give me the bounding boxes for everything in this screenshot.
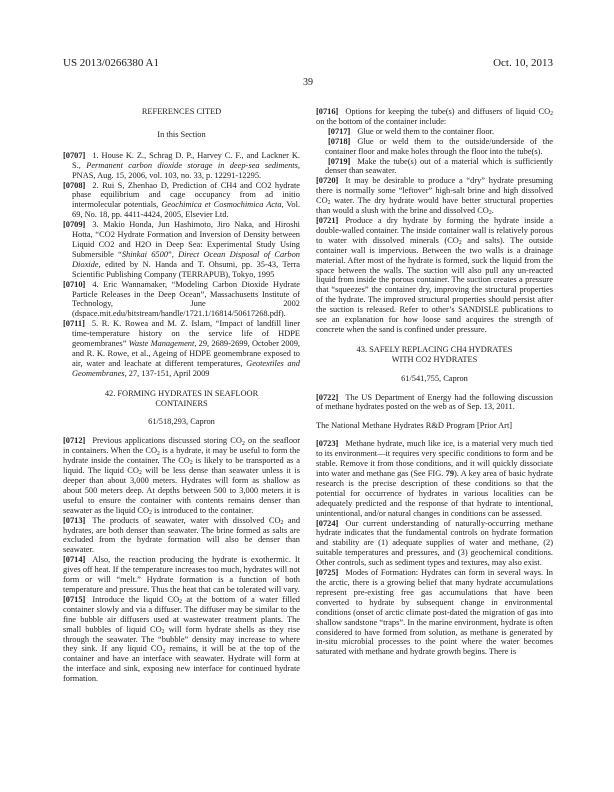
paragraph-number: [0711]: [63, 319, 85, 329]
heading-line: 42. FORMING HYDRATES IN SEAFLOOR: [104, 388, 259, 398]
paragraph-number: [0708]: [63, 180, 86, 190]
publication-date: Oct. 10, 2013: [493, 57, 553, 69]
program-title-line: The National Methane Hydrates R&D Program [Prior Art]: [316, 421, 513, 431]
heading-line: WITH CO2 HYDRATES: [391, 354, 478, 364]
section-heading: [63, 389, 300, 409]
paragraph-number: [0721]: [316, 215, 339, 225]
page-number: 39: [303, 77, 313, 88]
heading-line: CONTAINERS: [155, 398, 208, 408]
paragraph-number: [0710]: [63, 279, 86, 289]
body-paragraph: [0714] Also, the reaction producing the hydrate is exothermic. It gives off heat. If the temperature increases too much, hydrates will not form or will “melt.” Hydrate formation is a function of both temperature and pressure. Thus the heat that can be tolerated will vary.: [63, 555, 300, 594]
paragraph-number: [0724]: [316, 518, 339, 528]
body-paragraph: [0725] Modes of Formation: Hydrates can form in several ways. In the arctic, there is a growing belief that many hydrate accumulations represent pre-existing free gas accumulations that have been converted to hydrate by subsequent change in environmental conditions (onset of arctic climate post-dated the migration of gas into shallow sandstone “traps”. In the marine environment, hydrate is often considered to have formed from solution, as methane is generated by in-situ microbial processes to the point where the water becomes saturated with methane and hydrate growth begins. There is: [316, 568, 553, 657]
reference-item: [0708] 2. Rui S, Zhenhao D, Prediction of CH4 and CO2 hydrate phase equilibrium and cage occupancy from ad initio intermolecular potentials, Geochimica et Cosmochimica Acta, Vol. 69, No. 18, pp. 4411-4424, 2005, Elsevier Ltd.: [63, 180, 300, 220]
heading-line: 43. SAFELY REPLACING CH4 HYDRATES: [356, 344, 513, 354]
paragraph-number: [0714]: [63, 555, 86, 565]
reference-item: [0707] 1. House K. Z., Schrag D. P., Harvey C. F., and Lackner K. S., Permanent carbon dioxide storage in deep-sea sediments, PNAS, Aug. 15, 2006, vol. 103, no. 33, p. 12291-12295.: [63, 150, 300, 180]
right-column: [316, 107, 553, 684]
reference-item: [0709] 3. Makio Honda, Jun Hashimoto, Jiro Naka, and Hiroshi Hotta, “CO2 Hydrate Formation and Inversion of Density between Liquid CO2 and H2O in Deep Sea: Experimental Study Using Submersible “Shinkai 6500”, Direct Ocean Disposal of Carbon Dioxide, edited by N. Handa and T. Ohsumi, pp. 35-43, Terra Scientific Publishing Company (TERRAPUB), Tokyo, 1995: [63, 220, 300, 279]
paragraph-number: [0716]: [316, 107, 339, 116]
paragraph-number: [0712]: [63, 436, 86, 446]
docket-number-line: 61/518,293, Capron: [148, 417, 215, 427]
paragraph-number: [0713]: [63, 515, 86, 525]
paragraph-number: [0719]: [328, 156, 351, 166]
body-paragraph: [0724] Our current understanding of naturally-occurring methane hydrate indicates that the fundamental controls on hydrate formation and stability are (1) adequate supplies of water and methane, (2) suitable temperatures and pressures, and (3) geochemical conditions. Other controls, such as sediment types and textures, may also exist.: [316, 518, 553, 568]
sub-paragraph: [0717] Glue or weld them to the container floor.: [328, 126, 495, 136]
paragraph-number: [0720]: [316, 176, 339, 186]
section-heading: [316, 345, 553, 365]
references-cited-heading: REFERENCES CITED: [141, 107, 222, 116]
body-paragraph: [0715] Introduce the liquid $CO_2$ at the bottom of a water filled container slowly and via a diffuser. The diffuser may be similar to the fine bubble air diffusers used at wastewater treatment plants. The small bubbles of liquid $CO_2$ will form hydrate shells as they rise through the seawater. The “bubble” density may increase to where they sink. If any liquid $CO_2$ remains, it will be at the top of the container and have an interface with seawater. Hydrate will form at the interface and sink, exposing new interface for continued hydrate formation.: [63, 594, 300, 684]
paragraph-number: [0723]: [316, 439, 339, 449]
body-paragraph: [0723] Methane hydrate, much like ice, is a material very much tied to its environment—it requires very specific conditions to form and be stable. Remove it from those conditions, and it will quickly dissociate into water and methane gas (See FIG. 79). A key area of basic hydrate research is the precise description of these conditions so that the potential for occurrence of hydrates in various localities can be adequately predicted and the response of that hydrate to intentional, unintentional, and/or natural changes in conditions can be assessed.: [316, 439, 553, 518]
body-paragraph: [0722] The US Department of Energy had the following discussion of methane hydrates posted on the web as of Sep. 13, 2011.: [316, 392, 553, 412]
paragraph-number: [0707]: [63, 150, 86, 160]
paragraph-number: [0725]: [316, 568, 339, 578]
page-header: [63, 57, 553, 70]
sub-paragraph: [0718] Glue or weld them to the outside/underside of the container floor and make holes through the floor into the tube(s).: [325, 136, 553, 156]
body-paragraph: [0721] Produce a dry hydrate by forming the hydrate inside a double-walled container. The inside container wall is relatively porous to water with dissolved minerals ($CO_2$ and salts). The outside container wall is impervious. Between the two walls is a drainage material. After most of the hydrate is formed, suck the liquid from the space between the walls. The suction will also pull any un-reacted liquid from inside the porous container. The suction creates a pressure that “squeezes” the container dry, improving the structural properties of the hydrate. The improved structural properties should persist after the suction is released. Refer to other’s SANDISLE publications to see an explanation for how loose sand acquires the strength of concrete when the sand is confined under pressure.: [316, 215, 553, 334]
reference-item: [0710] 4. Eric Wannamaker, “Modeling Carbon Dioxide Hydrate Particle Releases in the Deep Ocean”, Massachusetts Institute of Technology, June 2002 (dspace.mit.edu/bitstream/handle/1721.1/16814/50617268.pdf).: [63, 279, 300, 319]
body-paragraph: [0713] The products of seawater, water with dissolved $CO_2$ and hydrates, are both denser than seawater. The brine formed as salts are excluded from the hydrate formation will also be denser than seawater.: [63, 515, 301, 555]
paragraph-number: [0718]: [328, 136, 351, 146]
paragraph-number: [0717]: [328, 126, 351, 136]
paragraph-number: [0722]: [316, 392, 339, 402]
body-paragraph: [0712] Previous applications discussed storing $CO_2$ on the seafloor in containers. When the $CO_2$ is a hydrate, it may be useful to form the hydrate inside the container. The $CO_2$ is likely to be transported as a liquid. The liquid $CO_2$ will be less dense than seawater unless it is deeper than about 3,000 meters. Hydrates will form as shallow as about 500 meters deep. At depths between 500 to 3,000 meters it is useful to ensure the container with contents remains denser than seawater as the liquid $CO_2$ is introduced to the container.: [63, 436, 300, 516]
body-paragraph: [0720] It may be desirable to produce a “dry” hydrate presuming there is normally some “leftover” high-salt brine and high dissolved $CO_2$ water. The dry hydrate would have better structural properties than would a slush with the brine and dissolved $CO_2$.: [316, 176, 553, 217]
section-subheading: In this Section: [157, 129, 206, 139]
reference-item: [0711] 5. R. K. Rowea and M. Z. Islam, “Impact of landfill liner time-temperature history on the service life of HDPE geomembranes” Waste Management, 29, 2689-2699, October 2009, and R. K. Rowe, et al., Ageing of HDPE geomembrane exposed to air, water and leachate at different temperatures, Geotextiles and Geomembranes, 27, 137-151, April 2009: [63, 319, 301, 378]
sub-paragraph: [0719] Make the tube(s) out of a material which is sufficiently denser than seawater.: [325, 156, 553, 176]
left-column: [63, 107, 300, 684]
body-paragraph: [0716] Options for keeping the tube(s) and diffusers of liquid $CO_2$ on the bottom of the container include:: [316, 107, 553, 126]
docket-number-line: 61/541,755, Capron: [401, 373, 468, 383]
patent-publication-number: US 2013/0266380 A1: [63, 57, 159, 69]
paragraph-number: [0715]: [63, 594, 86, 604]
text-columns: [63, 107, 553, 684]
paragraph-number: [0709]: [63, 220, 86, 230]
